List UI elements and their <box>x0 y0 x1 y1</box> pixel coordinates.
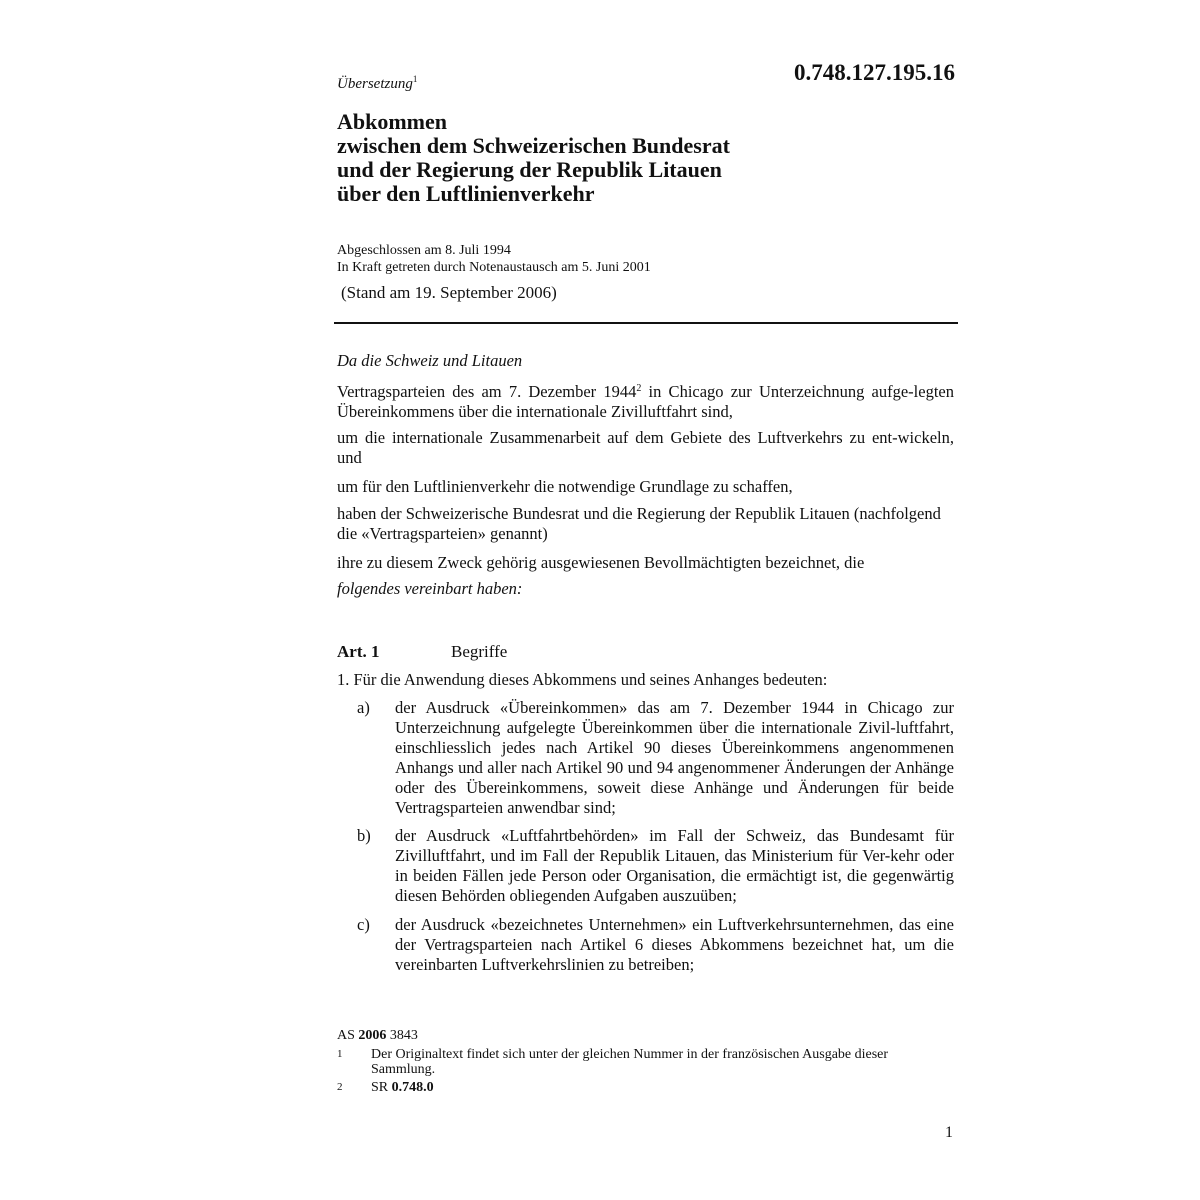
in-force-date: In Kraft getreten durch Notenaustausch am 5. Juni 2001 <box>337 260 651 275</box>
item-label: c) <box>357 915 370 934</box>
title-divider <box>334 322 958 324</box>
status-date: (Stand am 19. September 2006) <box>341 283 557 302</box>
preamble-paragraph-1: Vertragsparteien des am 7. Dezember 1944$^2$ in Chicago zur Unterzeichnung aufge-legten Übereinkommens über die internationale Zivilluftfahrt sind, <box>337 382 954 421</box>
definition-item <box>337 826 954 906</box>
article-1-paragraph-1: 1. Für die Anwendung dieses Abkommens und seines Anhanges bedeuten: <box>337 670 828 689</box>
document-meta <box>337 242 651 276</box>
item-text: der Ausdruck «bezeichnetes Unternehmen» ein Luftverkehrsunternehmen, das eine der Vertragsparteien nach Artikel 6 dieses Abkommens bezeichnet hat, um die vereinbarten Luftverkehrslinien zu betreiben; <box>395 915 954 974</box>
definition-item <box>337 915 954 975</box>
footnote-ref-1[interactable]: 1 <box>412 74 418 84</box>
footnote-number: 1 <box>337 1048 343 1060</box>
translation-label: Übersetzung$^1$ <box>337 74 418 92</box>
definition-item <box>337 698 954 818</box>
preamble-paragraph-4: haben der Schweizerische Bundesrat und die Regierung der Republik Litauen (nachfolgend die «Vertragsparteien» genannt) <box>337 504 941 543</box>
footnote-text: Der Originaltext findet sich unter der gleichen Nummer in der französischen Ausgabe dieser Sammlung. <box>371 1047 889 1077</box>
footnote-1 <box>337 1047 931 1077</box>
preamble-paragraph-5: ihre zu diesem Zweck gehörig ausgewiesenen Bevollmächtigten bezeichnet, die <box>337 553 865 572</box>
footnote-number: 2 <box>337 1081 343 1093</box>
sr-link[interactable]: 0.748.0 <box>391 1080 434 1095</box>
preamble-paragraph-2: um die internationale Zusammenarbeit auf dem Gebiete des Luftverkehrs zu ent-wickeln, und <box>337 428 954 467</box>
article-title: Begriffe <box>451 642 508 661</box>
preamble-paragraph-6: folgendes vereinbart haben: <box>337 579 523 598</box>
preamble-intro: Da die Schweiz und Litauen <box>337 351 523 370</box>
footnote-text: SR 0.748.0 <box>371 1080 434 1095</box>
article-number: Art. 1 <box>337 642 380 661</box>
document-title <box>337 110 730 206</box>
title-line-2: zwischen dem Schweizerischen Bundesrat <box>337 133 730 158</box>
footnote-ref-2[interactable]: 2 <box>636 383 642 394</box>
item-text: der Ausdruck «Übereinkommen» das am 7. Dezember 1944 in Chicago zur Unterzeichnung aufgelegte Übereinkommen über die internationale Zivil-luftfahrt, einschliesslich jedes nach Artikel 90 dieses Übereinkommens angenommenen Anhangs und aller nach Artikel 90 und 94 angenommener Änderungen der Anhänge oder des Übereinkommens, soweit diese Anhänge und Änderungen für beide Vertragsparteien anwendbar sind; <box>395 698 954 817</box>
concluded-date: Abgeschlossen am 8. Juli 1994 <box>337 243 511 258</box>
footnote-2 <box>337 1080 931 1095</box>
title-line-3: und der Regierung der Republik Litauen <box>337 157 722 182</box>
sr-number: 0.748.127.195.16 <box>794 60 955 85</box>
item-text: der Ausdruck «Luftfahrtbehörden» im Fall der Schweiz, das Bundesamt für Zivilluftfahrt, und im Fall der Republik Litauen, das Ministerium für Ver-kehr oder in beiden Fällen jede Person oder Organisation, die ermächtigt ist, die gegenwärtig diesen Behörden obliegenden Aufgaben auszuüben; <box>395 826 954 905</box>
preamble-paragraph-3: um für den Luftlinienverkehr die notwendige Grundlage zu schaffen, <box>337 477 793 496</box>
item-label: b) <box>357 826 371 845</box>
item-label: a) <box>357 698 370 717</box>
title-line-1: Abkommen <box>337 109 448 134</box>
page-number: 1 <box>945 1124 953 1141</box>
title-line-4: über den Luftlinienverkehr <box>337 181 595 206</box>
article-1-heading <box>337 642 507 662</box>
official-collection-ref: AS 2006 3843 <box>337 1028 418 1043</box>
